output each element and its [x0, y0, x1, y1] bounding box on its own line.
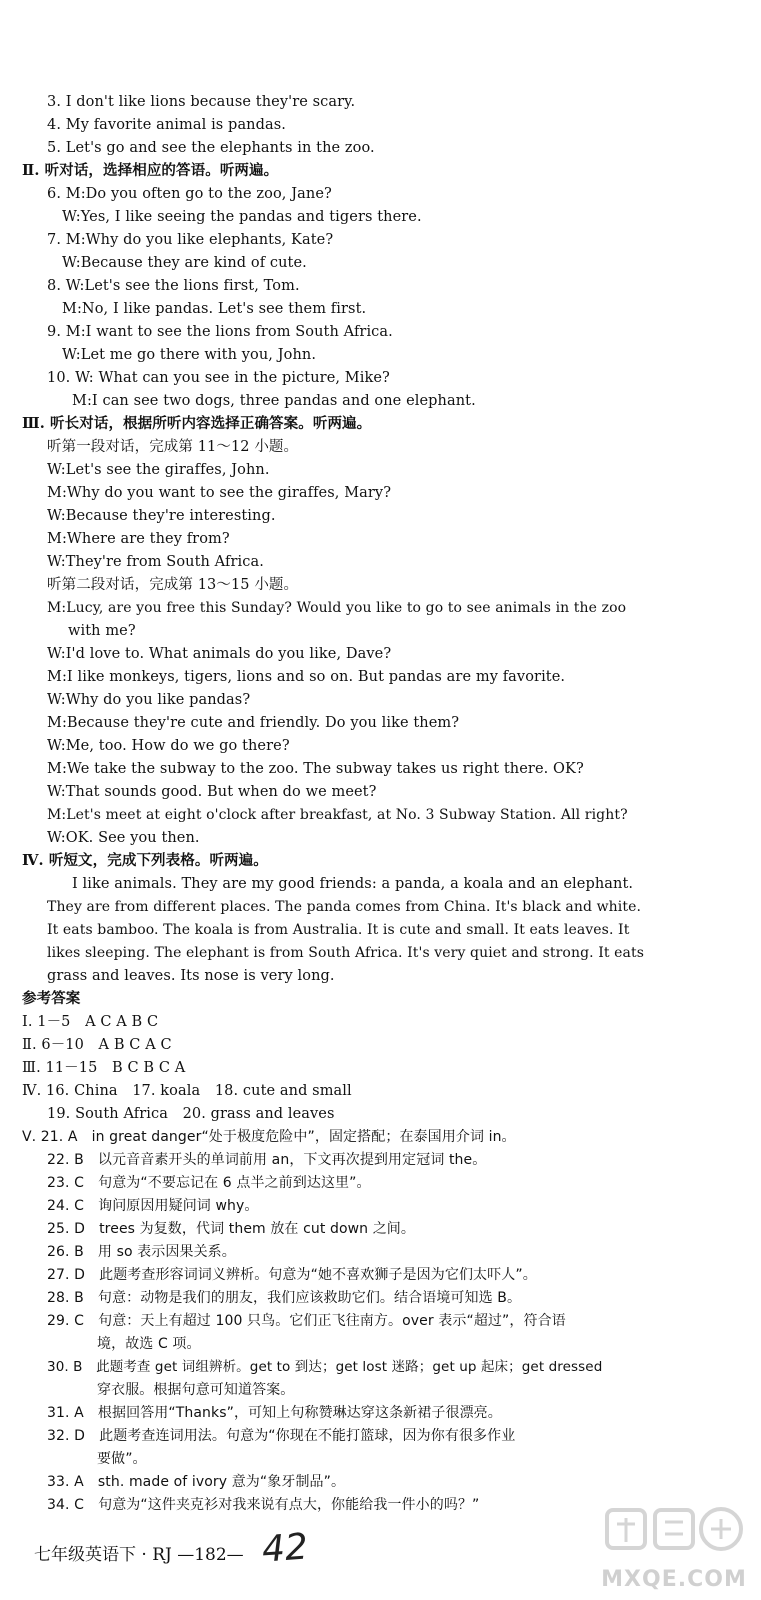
handwritten-page-number: 42 — [260, 1526, 310, 1571]
text-line: 7. M:Why do you like elephants, Kate? — [47, 232, 334, 248]
answer-line: 要做”。 — [97, 1451, 147, 1467]
answer-line: 31. A 根据回答用“Thanks”，可知上句称赞琳达穿这条新裙子很漂亮。 — [47, 1405, 502, 1421]
answer-line: 22. B 以元音音素开头的单词前用 an，下文再次提到用定冠词 the。 — [47, 1152, 487, 1168]
answer-line: 29. C 句意：天上有超过 100 只鸟。它们正飞往南方。over 表示“超过”，符合语 — [47, 1313, 566, 1329]
text-line: W:Let's see the giraffes, John. — [47, 462, 270, 478]
text-line: 听第二段对话，完成第 13～15 小题。 — [47, 577, 299, 593]
answer-line: 28. B 句意：动物是我们的朋友，我们应该救助它们。结合语境可知选 B。 — [47, 1290, 522, 1306]
answer-line: 穿衣服。根据句意可知道答案。 — [97, 1382, 295, 1398]
section-heading: Ⅳ. 听短文，完成下列表格。听两遍。 — [22, 852, 268, 869]
text-line: M:Where are they from? — [47, 531, 230, 547]
answer-line: Ⅳ. 16. China 17. koala 18. cute and small — [22, 1083, 352, 1099]
text-line: M:Why do you want to see the giraffes, Mary? — [47, 485, 392, 501]
answer-line: Ⅰ. 1－5 A C A B C — [22, 1014, 159, 1030]
text-line: M:We take the subway to the zoo. The subway takes us right there. OK? — [47, 761, 584, 777]
answer-line: 23. C 句意为“不要忘记在 6 点半之前到达这里”。 — [47, 1175, 371, 1191]
answer-line: 34. C 句意为“这件夹克衫对我来说有点大，你能给我一件小的吗？” — [47, 1497, 480, 1513]
text-line: 8. W:Let's see the lions first, Tom. — [47, 278, 300, 294]
text-line: 6. M:Do you often go to the zoo, Jane? — [47, 186, 332, 202]
answer-line: Ⅱ. 6－10 A B C A C — [22, 1037, 172, 1053]
text-line: 听第一段对话，完成第 11～12 小题。 — [47, 439, 299, 455]
page-footer: 七年级英语下 · RJ —182— — [34, 1545, 244, 1565]
answer-line: 30. B 此题考查 get 词组辨析。get to 到达；get lost 迷路；get up 起床；get dressed — [47, 1359, 603, 1375]
text-line: W:OK. See you then. — [47, 830, 200, 846]
text-line: W:Why do you like pandas? — [47, 692, 251, 708]
text-line: M:Lucy, are you free this Sunday? Would you like to go to see animals in the zoo — [47, 600, 627, 616]
answer-line: 27. D 此题考查形容词词义辨析。句意为“她不喜欢狮子是因为它们太吓人”。 — [47, 1267, 537, 1283]
text-line: with me? — [68, 623, 136, 639]
answer-line: 32. D 此题考查连词用法。句意为“你现在不能打篮球，因为你有很多作业 — [47, 1428, 516, 1444]
text-line: I like animals. They are my good friends: a panda, a koala and an elephant. — [72, 876, 634, 892]
answer-line: 19. South Africa 20. grass and leaves — [47, 1106, 335, 1122]
answer-line: 26. B 用 so 表示因果关系。 — [47, 1244, 236, 1260]
watermark-text: MXQE.COM — [601, 1567, 747, 1592]
answer-line: 25. D trees 为复数，代词 them 放在 cut down 之间。 — [47, 1221, 416, 1237]
text-line: W:They're from South Africa. — [47, 554, 264, 570]
text-line: W:That sounds good. But when do we meet? — [47, 784, 377, 800]
text-line: 9. M:I want to see the lions from South Africa. — [47, 324, 393, 340]
answer-key-heading: 参考答案 — [22, 991, 81, 1007]
text-line: W:Yes, I like seeing the pandas and tigers there. — [62, 209, 422, 225]
watermark-logo — [599, 1504, 749, 1592]
text-line: M:I like monkeys, tigers, lions and so on. But pandas are my favorite. — [47, 669, 566, 685]
text-line: W:Me, too. How do we go there? — [47, 738, 290, 754]
answer-line: 33. A sth. made of ivory 意为“象牙制品”。 — [47, 1474, 346, 1490]
section-heading: Ⅲ. 听长对话，根据所听内容选择正确答案。听两遍。 — [22, 415, 372, 432]
text-line: 4. My favorite animal is pandas. — [47, 117, 287, 133]
text-line: They are from different places. The panda comes from China. It's black and white. — [47, 899, 642, 915]
answer-line: 24. C 询问原因用疑问词 why。 — [47, 1198, 259, 1214]
watermark-stamp-icon — [599, 1504, 749, 1566]
text-line: W:Because they are kind of cute. — [62, 255, 307, 271]
text-line: M:I can see two dogs, three pandas and one elephant. — [72, 393, 476, 409]
answer-line: 境，故选 C 项。 — [97, 1336, 201, 1352]
answer-line: Ⅲ. 11－15 B C B C A — [22, 1060, 186, 1076]
text-line: M:No, I like pandas. Let's see them first. — [62, 301, 367, 317]
text-line: W:Let me go there with you, John. — [62, 347, 317, 363]
section-heading: Ⅱ. 听对话，选择相应的答语。听两遍。 — [22, 162, 279, 179]
text-line: W:I'd love to. What animals do you like, Dave? — [47, 646, 392, 662]
answer-line: Ⅴ. 21. A in great danger“处于极度危险中”，固定搭配；在泰国用介词 in。 — [22, 1129, 516, 1145]
text-line: 10. W: What can you see in the picture, Mike? — [47, 370, 390, 386]
text-line: W:Because they're interesting. — [47, 508, 276, 524]
text-line: M:Let's meet at eight o'clock after breakfast, at No. 3 Subway Station. All right? — [47, 807, 628, 823]
text-line: 5. Let's go and see the elephants in the zoo. — [47, 140, 375, 156]
text-line: grass and leaves. Its nose is very long. — [47, 968, 335, 984]
text-line: likes sleeping. The elephant is from South Africa. It's very quiet and strong. It eats — [47, 945, 644, 961]
text-line: It eats bamboo. The koala is from Australia. It is cute and small. It eats leaves. It — [47, 922, 630, 938]
text-line: M:Because they're cute and friendly. Do you like them? — [47, 715, 460, 731]
text-line: 3. I don't like lions because they're scary. — [47, 94, 356, 110]
